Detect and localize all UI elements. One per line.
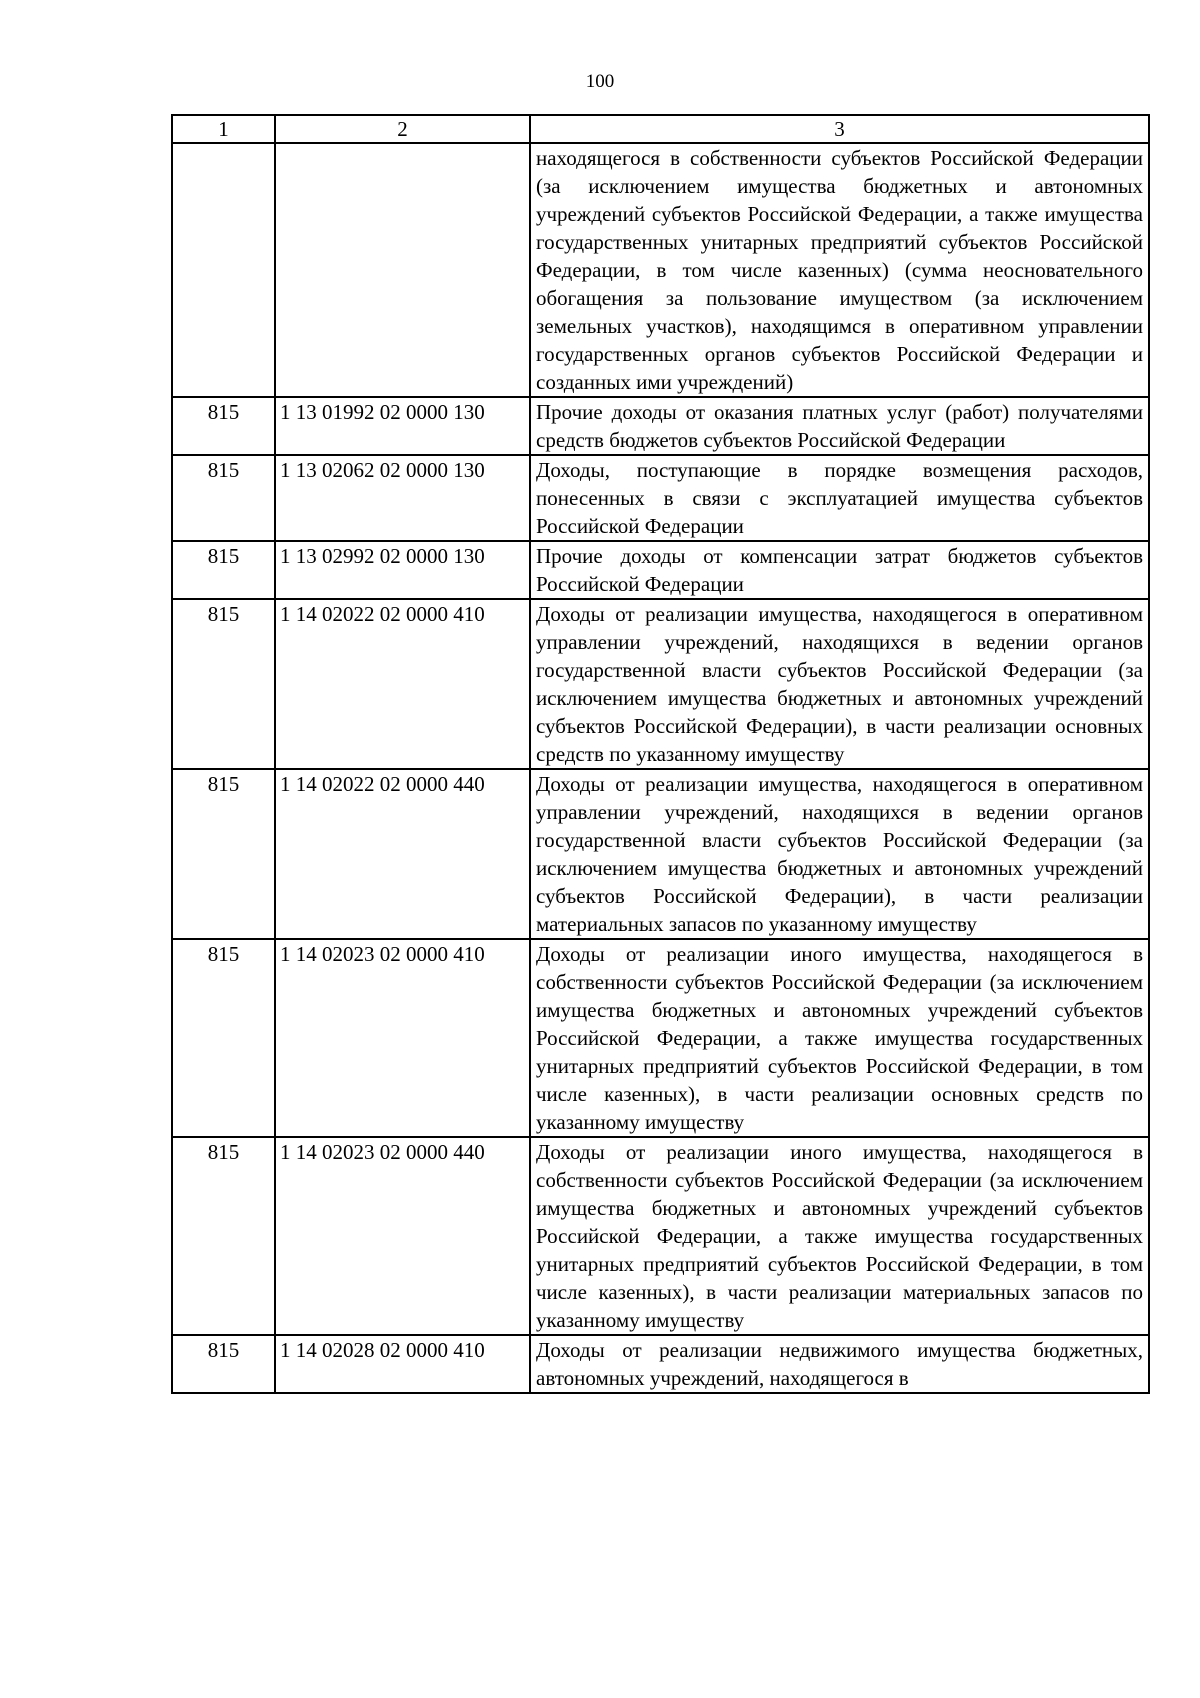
table-row — [172, 939, 1149, 1137]
budget-code-cell: 1 14 02022 02 0000 440 — [275, 769, 530, 939]
table-row — [172, 397, 1149, 455]
table-row — [172, 541, 1149, 599]
table-row — [172, 455, 1149, 541]
header-col-1: 1 — [172, 115, 275, 143]
revenue-name-cell: Доходы от реализации иного имущества, находящегося в собственности субъектов Российской Федерации (за исключением имущества бюджетных и автономных учреждений субъектов Российской Федерации, а также имущества государственных унитарных предприятий субъектов Российской Федерации, в том числе казенных), в части реализации материальных запасов по указанному имуществу — [530, 1137, 1149, 1335]
admin-code-cell: 815 — [172, 1335, 275, 1393]
budget-code-cell: 1 14 02028 02 0000 410 — [275, 1335, 530, 1393]
budget-code-cell: 1 14 02022 02 0000 410 — [275, 599, 530, 769]
budget-code-cell — [275, 143, 530, 397]
admin-code-cell: 815 — [172, 939, 275, 1137]
header-col-2: 2 — [275, 115, 530, 143]
revenue-name-cell: Прочие доходы от компенсации затрат бюджетов субъектов Российской Федерации — [530, 541, 1149, 599]
header-col-3: 3 — [530, 115, 1149, 143]
revenue-name-cell: Доходы от реализации имущества, находящегося в оперативном управлении учреждений, находящихся в ведении органов государственной власти субъектов Российской Федерации (за исключением имущества бюджетных и автономных учреждений субъектов Российской Федерации), в части реализации основных средств по указанному имуществу — [530, 599, 1149, 769]
budget-code-cell: 1 13 02062 02 0000 130 — [275, 455, 530, 541]
revenue-name-cell: Доходы, поступающие в порядке возмещения расходов, понесенных в связи с эксплуатацией имущества субъектов Российской Федерации — [530, 455, 1149, 541]
table-header-row — [172, 115, 1149, 143]
budget-code-cell: 1 13 02992 02 0000 130 — [275, 541, 530, 599]
admin-code-cell: 815 — [172, 397, 275, 455]
budget-code-cell: 1 13 01992 02 0000 130 — [275, 397, 530, 455]
admin-code-cell: 815 — [172, 769, 275, 939]
admin-code-cell: 815 — [172, 455, 275, 541]
admin-code-cell — [172, 143, 275, 397]
page-number: 100 — [585, 71, 615, 92]
admin-code-cell: 815 — [172, 1137, 275, 1335]
revenue-name-cell: Доходы от реализации недвижимого имущества бюджетных, автономных учреждений, находящегося в — [530, 1335, 1149, 1393]
revenue-name-cell: находящегося в собственности субъектов Российской Федерации (за исключением имущества бюджетных и автономных учреждений субъектов Российской Федерации, а также имущества государственных унитарных предприятий субъектов Российской Федерации, в том числе казенных) (сумма неосновательного обогащения за пользование имуществом (за исключением земельных участков), находящимся в оперативном управлении государственных органов субъектов Российской Федерации и созданных ими учреждений) — [530, 143, 1149, 397]
table-row — [172, 143, 1149, 397]
revenue-name-cell: Прочие доходы от оказания платных услуг (работ) получателями средств бюджетов субъектов Российской Федерации — [530, 397, 1149, 455]
table-row — [172, 1335, 1149, 1393]
table-row — [172, 599, 1149, 769]
revenue-name-cell: Доходы от реализации имущества, находящегося в оперативном управлении учреждений, находящихся в ведении органов государственной власти субъектов Российской Федерации (за исключением имущества бюджетных и автономных учреждений субъектов Российской Федерации), в части реализации материальных запасов по указанному имуществу — [530, 769, 1149, 939]
budget-revenue-table — [171, 114, 1150, 1394]
budget-code-cell: 1 14 02023 02 0000 410 — [275, 939, 530, 1137]
budget-code-cell: 1 14 02023 02 0000 440 — [275, 1137, 530, 1335]
revenue-name-cell: Доходы от реализации иного имущества, находящегося в собственности субъектов Российской Федерации (за исключением имущества бюджетных и автономных учреждений субъектов Российской Федерации, а также имущества государственных унитарных предприятий субъектов Российской Федерации, в том числе казенных), в части реализации основных средств по указанному имуществу — [530, 939, 1149, 1137]
admin-code-cell: 815 — [172, 599, 275, 769]
table-row — [172, 1137, 1149, 1335]
table-row — [172, 769, 1149, 939]
admin-code-cell: 815 — [172, 541, 275, 599]
